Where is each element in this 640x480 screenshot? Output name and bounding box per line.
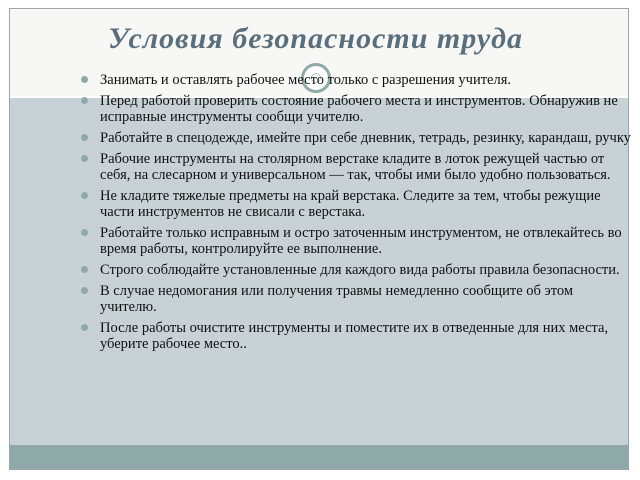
bullet-text: В случае недомогания или получения травмы немедленно сообщите об этом учителю. [100, 283, 574, 315]
bullet-text: Не кладите тяжелые предметы на край верстака. Следите за тем, чтобы режущие части инструментов не свисали с верстака. [100, 188, 601, 220]
bullet-text: Работайте в спецодежде, имейте при себе дневник, тетрадь, резинку, карандаш, ручку [100, 130, 631, 146]
slide-title: Условия безопасности труда [108, 22, 523, 55]
bullet-dot-icon [81, 229, 88, 236]
bullet-item [80, 93, 632, 125]
bullet-text: Перед работой проверить состояние рабочего места и инструментов. Обнаружив не исправные инструменты сообщи учителю. [100, 93, 618, 125]
bullet-item [80, 72, 632, 88]
bullet-dot-icon [81, 266, 88, 273]
bullet-text: Строго соблюдайте установленные для каждого вида работы правила безопасности. [100, 262, 620, 278]
bullet-dot-icon [81, 192, 88, 199]
bullet-text: Рабочие инструменты на столярном верстаке кладите в лоток режущей частью от себя, на слесарном и универсальном — так, чтобы ими было удобно пользоваться. [100, 151, 611, 183]
bullet-text: После работы очистите инструменты и поместите их в отведенные для них места, уберите рабочее место.. [100, 320, 609, 352]
bullet-item [80, 320, 632, 352]
bullet-item [80, 262, 632, 278]
bullet-item [80, 151, 632, 183]
bullet-item [80, 188, 632, 220]
bullet-dot-icon [81, 155, 88, 162]
bullet-item [80, 283, 632, 315]
bullet-dot-icon [81, 76, 88, 83]
bullet-text: Работайте только исправным и остро заточенным инструментом, не отвлекайтесь во время работы, контролируйте ее выполнение. [100, 225, 622, 257]
bullet-dot-icon [81, 324, 88, 331]
bullet-dot-icon [81, 134, 88, 141]
bullet-item [80, 130, 632, 146]
bullet-text: Занимать и оставлять рабочее место только с разрешения учителя. [100, 72, 512, 88]
bullet-dot-icon [81, 287, 88, 294]
bullet-list [80, 72, 632, 357]
bullet-dot-icon [81, 97, 88, 104]
bullet-item [80, 225, 632, 257]
